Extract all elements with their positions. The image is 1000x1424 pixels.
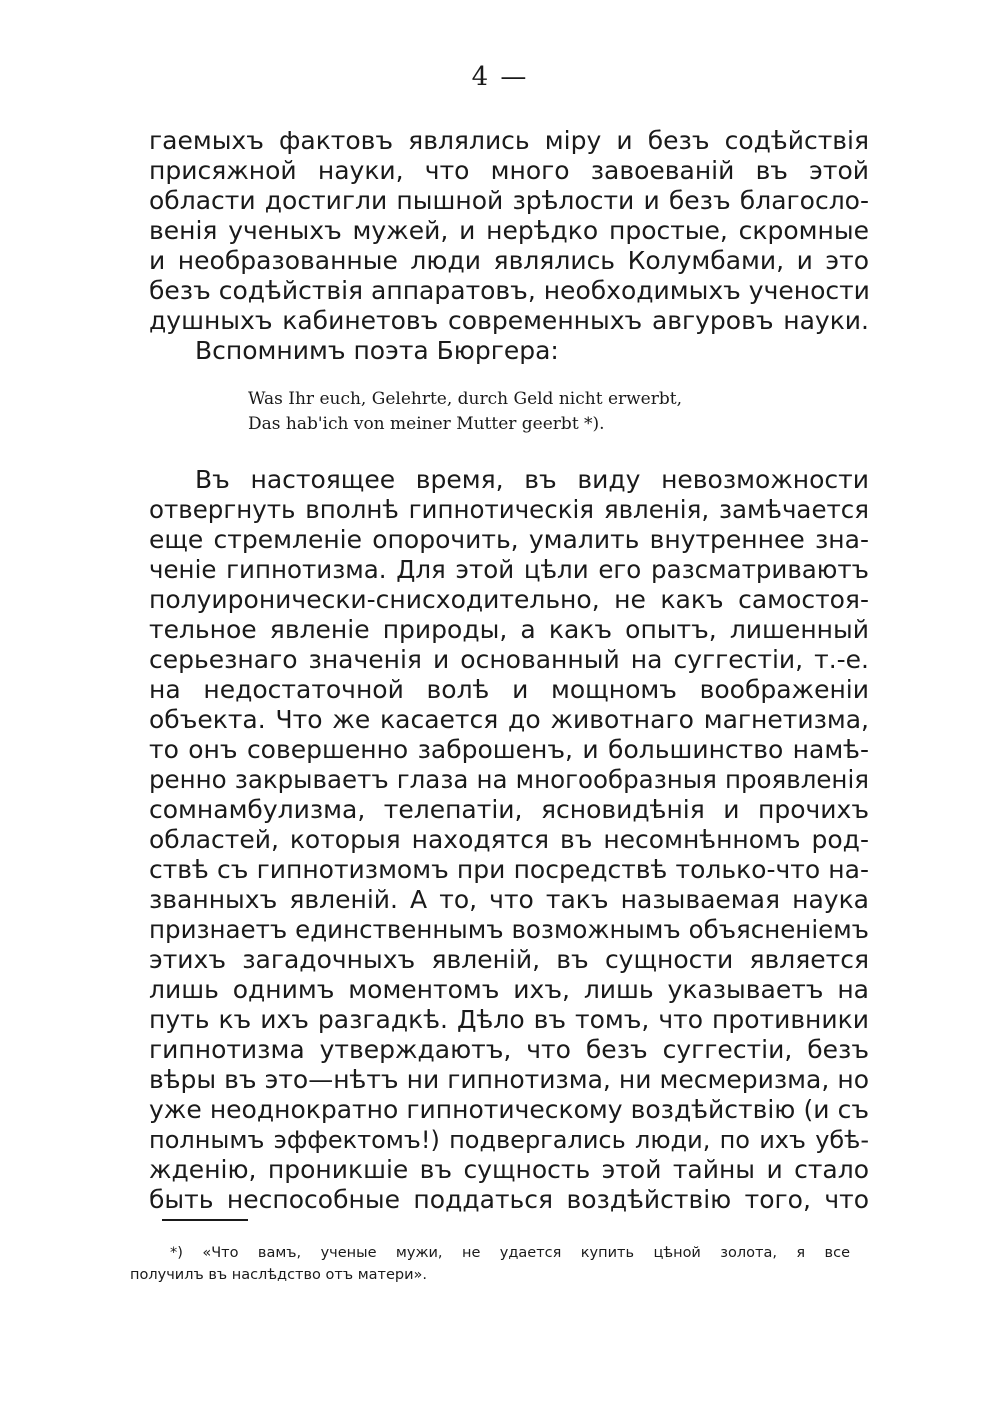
text-line: сомнамбулизма, телепатіи, ясновидѣнія и прочихъ <box>149 795 869 824</box>
text-line: гаемыхъ фактовъ являлись міру и безъ содѣйствія <box>149 126 869 155</box>
text-line: полуиронически-снисходительно, не какъ самостоя- <box>149 585 869 614</box>
text-line: и необразованные люди являлись Колумбами, и это <box>149 246 869 275</box>
text-line: объекта. Что же касается до животнаго магнетизма, <box>149 705 869 734</box>
text-line: тельное явленіе природы, а какъ опытъ, лишенный <box>149 615 869 644</box>
text-line: ренно закрываетъ глаза на многообразныя проявленія <box>149 765 869 794</box>
text-line: ствѣ съ гипнотизмомъ при посредствѣ только-что на- <box>149 855 869 884</box>
quote-line: Was Ihr euch, Gelehrte, durch Geld nicht erwerbt, <box>248 389 682 409</box>
text-line: лишь однимъ моментомъ ихъ, лишь указываетъ на <box>149 975 869 1004</box>
text-line: быть неспособные поддаться воздѣйствію того, что <box>149 1185 869 1214</box>
text-line: вѣры въ это—нѣтъ ни гипнотизма, ни месмеризма, но <box>149 1065 869 1094</box>
text-line: Въ настоящее время, въ виду невозможности <box>195 465 869 494</box>
text-line: путь къ ихъ разгадкѣ. Дѣло въ томъ, что противники <box>149 1005 869 1034</box>
text-line: званныхъ явленій. А то, что такъ называемая наука <box>149 885 869 914</box>
quote-line: Das hab'ich von meiner Mutter geerbt *). <box>248 414 605 434</box>
text-line: жденію, проникшіе въ сущность этой тайны и стало <box>149 1155 869 1184</box>
text-line: областей, которыя находятся въ несомнѣнномъ род- <box>149 825 869 854</box>
footnote-line: *) «Что вамъ, ученые мужи, не удается купить цѣной золота, я все <box>170 1245 850 1261</box>
footnote-line: получилъ въ наслѣдство отъ матери». <box>130 1267 428 1283</box>
text-line: уже неоднократно гипнотическому воздѣйствію (и съ <box>149 1095 869 1124</box>
footnote-divider <box>162 1219 248 1221</box>
text-line: то онъ совершенно заброшенъ, и большинство намѣ- <box>149 735 869 764</box>
text-line: безъ содѣйствія аппаратовъ, необходимыхъ учености <box>149 276 870 305</box>
page-number: 4 — <box>471 62 529 92</box>
text-line: присяжной науки, что много завоеваній въ этой <box>149 156 869 185</box>
text-line: душныхъ кабинетовъ современныхъ авгуровъ науки. <box>149 306 869 335</box>
text-line: полнымъ эффектомъ!) подвергались люди, по ихъ убѣ- <box>149 1126 869 1154</box>
text-line: области достигли пышной зрѣлости и безъ благосло- <box>149 186 869 215</box>
text-line: венія ученыхъ мужей, и нерѣдко простые, скромные <box>149 216 869 245</box>
text-line: ченіе гипнотизма. Для этой цѣли его разсматриваютъ <box>149 555 869 584</box>
text-line: серьезнаго значенія и основанный на суггестіи, т.-е. <box>149 645 869 674</box>
text-line: на недостаточной волѣ и мощномъ воображеніи <box>149 675 869 704</box>
text-line: признаетъ единственнымъ возможнымъ объясненіемъ <box>149 915 869 944</box>
text-line: отвергнуть вполнѣ гипнотическія явленія, замѣчается <box>149 495 869 524</box>
text-line: этихъ загадочныхъ явленій, въ сущности является <box>149 945 869 974</box>
text-line: гипнотизма утверждаютъ, что безъ суггестіи, безъ <box>149 1035 869 1064</box>
intro-line: Вспомнимъ поэта Бюргера: <box>195 336 559 365</box>
text-line: еще стремленіе опорочить, умалить внутреннее зна- <box>149 525 869 554</box>
